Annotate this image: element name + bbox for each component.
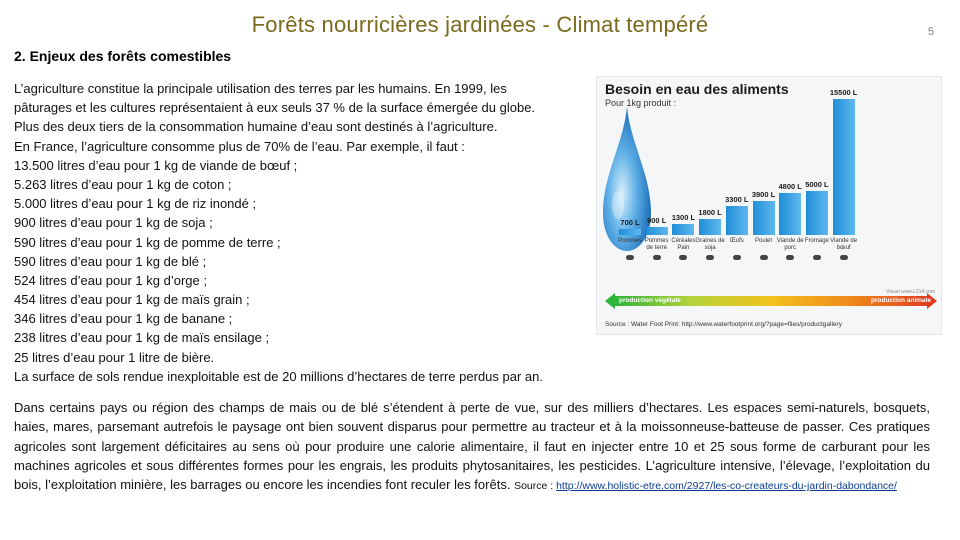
product-icon <box>733 255 741 260</box>
intro-line: 238 litres d’eau pour 1 kg de maïs ensilage ; <box>14 330 270 346</box>
chart-bar <box>833 99 855 235</box>
chart-bar <box>779 193 801 235</box>
body-paragraph <box>14 398 930 496</box>
product-icon <box>679 255 687 260</box>
bar-value-label: 5000 L <box>805 180 829 190</box>
chart-bar <box>699 219 721 235</box>
intro-line: En France, l’agriculture consomme plus de 70% de l’eau. Par exemple, il faut : <box>14 138 465 154</box>
intro-line: 5.000 litres d’eau pour 1 kg de riz inondé ; <box>14 196 257 212</box>
product-icon <box>626 255 634 260</box>
product-icon <box>653 255 661 260</box>
intro-line: 590 litres d’eau pour 1 kg de blé ; <box>14 253 207 269</box>
product-icon <box>760 255 768 260</box>
chart-bar <box>619 229 641 235</box>
intro-line: L’agriculture constitue la principale utilisation des terres par les humains. En 1999, les <box>14 81 507 96</box>
body-text: Dans certains pays ou région des champs de mais ou de blé s’étendent à perte de vue, sur des milliers d’hectares. Les espaces semi-naturels, bosquets, haies, mares, parsemant autrefois le paysage ont bien souvent disparus pour permettre au tracteur et à la moissonneuse-batteuse de passer. Ces pratiques agricoles sont largement déficitaires au sens où pour produire une calorie alimentaire, il faut en injecter entre 10 et 25 sous forme de carburant pour les machines agricoles et sous différentes formes pour les engrais, les produits phytosanitaires, les pesticides. L’agriculture intensive, l’élevage, l’exploitation du bois, l’exploitation minière, les barrages ou encore les incendies font reculer les forêts. <box>14 400 930 493</box>
product-icon <box>840 255 848 260</box>
category-label: Pommes de terre <box>644 238 669 251</box>
bar-value-label: 900 L <box>647 216 667 226</box>
category-label: Céréales Pain <box>671 238 696 251</box>
category-label: Pommes <box>618 238 642 244</box>
product-icon <box>786 255 794 260</box>
bar-value-label: 700 L <box>620 217 640 227</box>
intro-text <box>14 79 614 386</box>
gradient-label-right: production animale <box>871 297 931 304</box>
intro-line: 900 litres d’eau pour 1 kg de soja ; <box>14 215 213 231</box>
intro-line: pâturages et les cultures représentaient à eux seuls 37 % de la surface émergée du globe. <box>14 100 536 116</box>
chart-bar <box>753 201 775 235</box>
category-label: Viande de bœuf <box>830 238 858 251</box>
source-label: Source : <box>514 480 557 493</box>
product-icon <box>706 255 714 260</box>
bar-value-label: 3900 L <box>751 189 776 199</box>
intro-line: La surface de sols rendue inexploitable est de 20 millions d’hectares de terre perdus par an. <box>14 368 543 384</box>
intro-line: 346 litres d’eau pour 1 kg de banane ; <box>14 311 233 327</box>
category-label: Œufs <box>729 238 744 244</box>
intro-line: 524 litres d’eau pour 1 kg d’orge ; <box>14 272 207 288</box>
bar-value-label: 15500 L <box>829 88 858 97</box>
section-heading: 2. Enjeux des forêts comestibles <box>14 48 232 64</box>
page-number: 5 <box>927 26 934 38</box>
source-link[interactable]: http://www.holistic-etre.com/2927/les-co-createurs-du-jardin-dabondance/ <box>556 480 897 493</box>
bar-value-label: 3300 L <box>725 195 749 205</box>
intro-line: Plus des deux tiers de la consommation humaine d’eau sont destinés à l’agriculture. <box>14 119 498 135</box>
chart-title: Besoin en eau des aliments <box>605 81 789 97</box>
bar-value-label: 1300 L <box>671 212 696 222</box>
chart-bar <box>726 206 748 235</box>
chart-source: Source : Water Foot Print: http://www.waterfootprint.org/?page=files/productgallery <box>605 321 842 328</box>
product-icon <box>813 255 821 260</box>
intro-line: 590 litres d’eau pour 1 kg de pomme de terre ; <box>14 234 281 250</box>
chart-subtitle: Pour 1kg produit : <box>605 98 677 108</box>
category-label: Fromage <box>804 238 829 244</box>
chart-bar <box>672 224 694 235</box>
chart-bar <box>646 227 668 235</box>
bar-value-label: 4800 L <box>778 181 802 191</box>
intro-line: 5.263 litres d’eau pour 1 kg de coton ; <box>14 176 232 192</box>
bar-value-label: 1800 L <box>698 208 722 218</box>
visual-credit: Visuel www.L214.com <box>886 289 935 295</box>
gradient-label-left: production végétale <box>619 297 681 304</box>
chart-bar <box>806 191 828 235</box>
intro-line: 25 litres d’eau pour 1 litre de bière. <box>14 349 215 365</box>
slide-title: Forêts nourricières jardinées - Climat tempéré <box>251 12 709 37</box>
category-label: Graines de soja <box>695 238 725 251</box>
category-label: Poulet <box>754 238 772 244</box>
intro-line: 13.500 litres d’eau pour 1 kg de viande de bœuf ; <box>14 157 298 173</box>
water-needs-infographic <box>596 76 942 335</box>
intro-line: 454 litres d’eau pour 1 kg de maïs grain ; <box>14 292 250 308</box>
category-label: Viande de porc <box>776 238 804 251</box>
